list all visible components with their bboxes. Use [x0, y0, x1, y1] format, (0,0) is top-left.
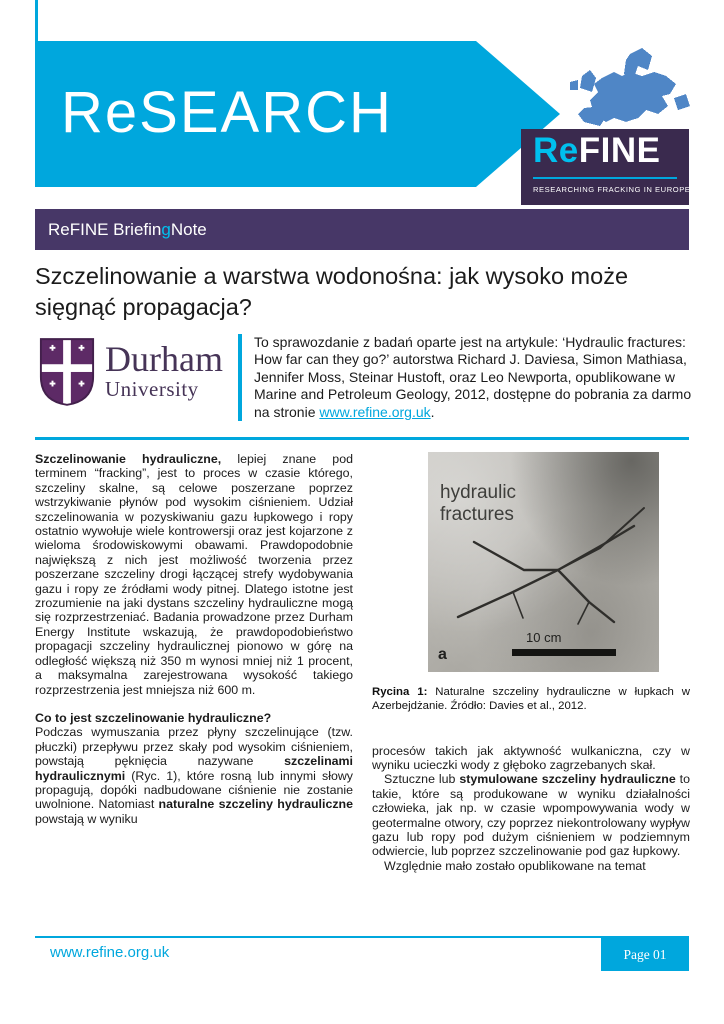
right-column	[372, 452, 690, 873]
left-column	[35, 452, 353, 826]
logo-divider	[533, 177, 677, 179]
figure-scale-bar	[512, 649, 616, 656]
figure-1-caption	[372, 686, 690, 714]
bold-lead: Szczelinowanie hydrauliczne,	[35, 452, 222, 466]
logo-fine-text: FINE	[578, 131, 661, 170]
footer-url-link[interactable]: www.refine.org.uk	[50, 944, 170, 961]
stimulated-text-1: Sztuczne lub	[384, 772, 460, 787]
durham-university-logo	[38, 336, 223, 406]
abstract-body: To sprawozdanie z badań oparte jest na artykule: ‘Hydraulic fractures: How far can they go?’ autorstwa Richard J. Daviesa, Simon Mathiasa, Jennifer Moss, Steinar Hustoft, oraz Leo Newporta, opublikowane w Marine and Petroleum Geology, 2012, dostępne do pobrania za darmo na stronie	[254, 334, 692, 420]
abstract-text	[238, 334, 694, 421]
page-number-badge: Page 01	[601, 938, 689, 971]
caption-lead: Rycina 1:	[372, 686, 428, 698]
briefing-bar-text: ReFINE Briefin	[48, 219, 162, 239]
bold-term-2: naturalne szczeliny hydrauliczne	[158, 797, 353, 812]
definition-text-1: Podczas wymuszania przez płyny szczelinujące (tzw. płuczki) przepływu przez skały pod wysokim ciśnieniem, powstają pęknięcia nazywane	[35, 725, 353, 769]
definition-text-2: (Ryc. 1), które rosną lub innymi słowy propagują, dopóki nadbudowane ciśnienie nie zostanie uwolnione. Natomiast	[35, 768, 353, 812]
briefing-bar-accent: g	[161, 219, 171, 239]
footer-divider	[35, 936, 689, 938]
subheading-what-is-fracking: Co to jest szczelinowanie hydrauliczne?	[35, 710, 272, 725]
caption-text: Naturalne szczeliny hydrauliczne w łupkach w Azerbejdżanie. Źródło: Davies et al., 2012.	[372, 686, 690, 712]
figure-scale-label: 10 cm	[526, 629, 562, 645]
bold-term-1: szczelinami hydraulicznymi	[35, 754, 353, 783]
paragraph-intro	[35, 452, 353, 697]
durham-name: Durham	[105, 339, 223, 379]
logo-tagline: RESEARCHING FRACKING IN EUROPE	[533, 185, 691, 194]
section-divider	[35, 437, 689, 440]
figure-photo-label: hydraulic fractures	[440, 482, 517, 525]
paragraph-definition	[35, 725, 353, 826]
stimulated-text-2: to takie, które są produkowane w wyniku działalności człowieka, jak np. w czasie wpompowywania wody w geotermalne otwory, czy poprzez niekontrolowany wypływ gazu lub ropy pod dużym ciśnieniem w podziemnym odwiercie, lub poprzez szczelinowanie pod gaz łupkowy.	[372, 772, 691, 859]
banner-title: ReSEARCH	[61, 80, 393, 145]
top-accent-line	[35, 0, 38, 41]
europe-map-icon	[566, 48, 694, 136]
paragraph-processes: procesów takich jak aktywność wulkaniczna, czy w wyniku ucieczki wody z głęboko zagrzebanych skał.	[372, 743, 690, 772]
durham-shield-icon	[38, 336, 96, 406]
refine-logo	[521, 129, 689, 205]
refine-logo-wordmark	[533, 131, 660, 171]
abstract-period: .	[430, 403, 435, 420]
briefing-note-bar	[35, 209, 689, 250]
definition-text-3: powstają w wyniku	[35, 811, 138, 826]
paragraph-intro-text: lepiej znane pod terminem “fracking”, jest to proces w czasie którego, szczeliny skalne, są celowe poszerzane poprzez wstrzykiwanie płynów pod wysokim ciśnieniem. Udział szczelinowania w pozyskiwaniu gazu łupkowego i ropy ostatnio wywołuje wiele kontrowersji oraz jest kojarzone z wieloma środowiskowymi obawami. Prawdopodobnie największą z nich jest możliwość tworzenia przez poszerzane szczeliny drogi łączącej strefy wydobywania gazu i ropy ze źródłami wody pitnej. Dlatego istotne jest zrozumienie na jaki dystans szczeliny hydrauliczne mogą się rozprzestrzeniać. Badania prowadzone przez Durham Energy Institute wskazują, że prawdopodobieństwo propagacji szczeliny hydraulicznej pionowo w górę na odległość większą niż 350 m wynosi mniej niż 1 procent, a maksymalna zarejestrowana wysokość takiego rozprzestrzenia jest mniejsza niż 600 m.	[35, 452, 353, 697]
figure-panel-letter: a	[438, 645, 447, 663]
durham-sub: University	[105, 377, 199, 401]
durham-wordmark	[105, 341, 223, 401]
research-banner	[35, 41, 476, 187]
paragraph-stimulated	[372, 772, 690, 858]
briefing-bar-suffix: Note	[170, 219, 207, 239]
article-title: Szczelinowanie a warstwa wodonośna: jak wysoko może sięgnąć propagacja?	[35, 263, 629, 320]
paragraph-published: Względnie mało zostało opublikowane na temat	[384, 858, 646, 873]
refine-url-link[interactable]: www.refine.org.uk	[319, 403, 431, 420]
bold-term-3: stymulowane szczeliny hydrauliczne	[459, 772, 676, 787]
figure-1-photo	[428, 452, 659, 672]
logo-re-text: Re	[533, 131, 579, 170]
